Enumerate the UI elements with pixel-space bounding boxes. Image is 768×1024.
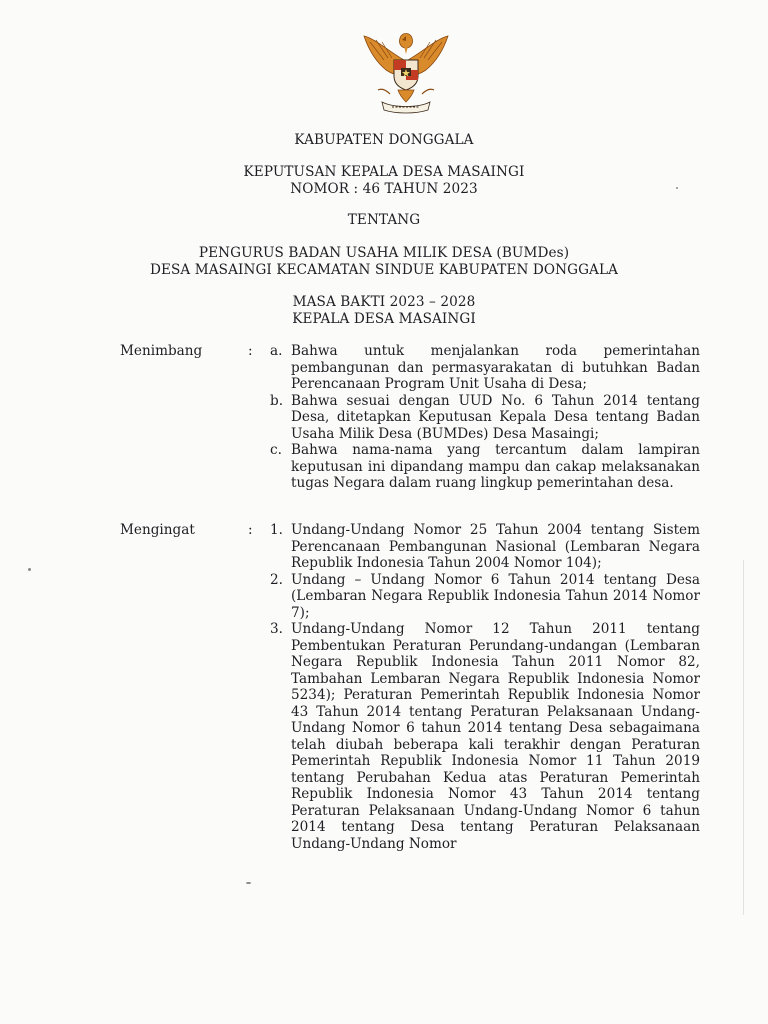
menimbang-label: Menimbang [120,343,203,359]
item-text: Undang-Undang Nomor 12 Tahun 2011 tentang Pembentukan Peraturan Perundang-undangan (Lembaran Negara Republik Indonesia Tahun 2011 Nomor 82, Tambahan Lembaran Negara Republik Indonesia Nomor 5234); Peraturan Pemerintah Republik Indonesia Nomor 43 Tahun 2014 tentang Peraturan Pelaksanaan Undang-Undang Nomor 6 tahun 2014 tentang Desa sebagaimana telah diubah beberapa kali terakhir dengan Peraturan Pemerintah Republik Indonesia Nomor 11 Tahun 2019 tentang Perubahan Kedua atas Peraturan Pemerintah Republik Indonesia Nomor 43 Tahun 2014 tentang Peraturan Pelaksanaan Undang-Undang Nomor 6 tahun 2014 tentang Desa tentang Peraturan Pelaksanaan Undang-Undang Nomor [291,621,700,852]
list-item [270,393,700,443]
item-marker: b. [270,392,284,409]
regency-heading: KABUPATEN DONGGALA [294,132,474,148]
garuda-emblem-icon [360,30,452,114]
item-marker: 3. [270,621,283,637]
period-line: MASA BAKTI 2023 – 2028 [292,294,476,310]
menimbang-list [270,343,700,492]
mengingat-colon: : [248,522,253,538]
decree-title: KEPUTUSAN KEPALA DESA MASAINGI [243,164,525,180]
item-marker: a. [270,343,283,359]
mengingat-list [270,522,700,852]
about-label: TENTANG [347,212,421,228]
list-item [270,572,700,622]
scan-edge-line [743,560,744,915]
item-text: Undang – Undang Nomor 6 Tahun 2014 tentang Desa (Lembaran Negara Republik Indonesia Tahun 2014 Nomor 7); [291,571,700,621]
menimbang-colon: : [248,343,253,359]
list-item [270,442,700,492]
subject-block [0,245,768,279]
period-block [0,294,768,328]
decree-title-block [0,164,768,198]
official-line: KEPALA DESA MASAINGI [292,311,476,327]
scan-speck [676,187,678,189]
list-item [270,522,700,572]
item-text: Bahwa sesuai dengan UUD No. 6 Tahun 2014 tentang Desa, ditetapkan Keputusan Kepala Desa tentang Badan Usaha Milik Desa (BUMDes) Desa Masaingi; [291,392,700,442]
item-text: Bahwa nama-nama yang tercantum dalam lampiran keputusan ini dipandang mampu dan cakap melaksanakan tugas Negara dalam ruang lingkup pemerintahan desa. [291,442,700,491]
scan-speck [246,882,251,884]
decree-number: NOMOR : 46 TAHUN 2023 [290,181,478,197]
item-text: Undang-Undang Nomor 25 Tahun 2004 tentang Sistem Perencanaan Pembangunan Nasional (Lembaran Negara Republik Indonesia Tahun 2004 Nomor 104); [291,522,700,571]
subject-line-1: PENGURUS BADAN USAHA MILIK DESA (BUMDes) [198,245,570,261]
item-marker: 2. [270,571,283,588]
item-text: Bahwa untuk menjalankan roda pemerintahan pembangunan dan permasyarakatan di butuhkan Badan Perencanaan Program Unit Usaha di Desa; [291,343,700,392]
list-item [270,343,700,393]
item-marker: c. [270,442,282,458]
scan-speck [28,568,31,571]
subject-line-2: DESA MASAINGI KECAMATAN SINDUE KABUPATEN DONGGALA [149,262,619,278]
item-marker: 1. [270,522,283,538]
list-item [270,621,700,852]
mengingat-label: Mengingat [120,522,195,538]
